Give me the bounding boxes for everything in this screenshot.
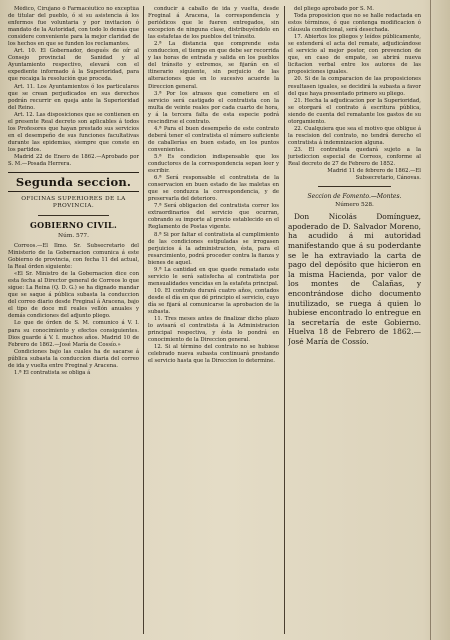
paragraph: Toda proposicion que no se halle redactada en estos términos, ó que contenga modificacion ó cláusula condicional, será desechada.: [288, 13, 421, 34]
paragraph: 8.ª Si por faltar el contratista al cumplimiento de las condiciones estipuladas se irrogasen perjuicios á la administracion, ésta, para el resarcimiento, podrá proceder contra la fianza y bienes de aquel.: [148, 231, 279, 266]
paragraph: 22. Cualquiera que sea el motivo que obligue á la rescision del contrato, no tendrá derecho el contratista á indemnizacion alguna.: [288, 125, 421, 146]
paragraph: 10. El contrato durará cuatro años, contados desde el día en que dé principio el servicio, cuyo día se fijará al comunicarse la aprobacion de la subasta.: [148, 287, 279, 316]
paragraph: 17. Abiertos los pliegos y leídos públicamente, se extenderá el acta del remate, adjudicándose el servicio al mejor postor, con prevencion de que, en caso de empate, se abrirá nueva licitacion verbal entre los autores de las proposiciones iguales.: [288, 34, 421, 76]
government-title: GOBIERNO CIVIL.: [29, 219, 118, 230]
paragraph: «El Sr. Ministro de la Gobernacion dice con esta fecha al Director general de Correos lo que sigue: La Reina (Q. D. G.) se ha dignado mandar que se saque á pública subasta la conduccion del correo diario desde Freginal á Aracena, bajo el tipo de doce mil reales vellón anuales y demás condiciones del adjunto pliego.: [8, 271, 139, 320]
column-3: [288, 6, 421, 634]
paragraph: Médico, Cirujano ó Farmacéutico no exceptúa de titular del pueblo, ó si su asistencia á los enfermos fue voluntaria y por invitacion ó mandato de la Autoridad, con todo lo demás que considere conveniente para la mejor claridad de los hechos en que se funden los reclamantes.: [8, 6, 139, 48]
paragraph: Don Nicolás Domínguez, apoderado de D. Salvador Moreno, ha acudido á mi autoridad manifestando que á su poderdante se le ha extraviado la carta de pago del depósito que hicieron en la misma Hacienda, por valor de los montes de Calañas, y encontrándose dicho documento inutilizado, se ruega á quien lo hubiese encontrado lo entregue en la secretaría de este Gobierno. Huelva 18 de Febrero de 1862.—José María de Cossío.: [288, 212, 421, 346]
paragraph: Condiciones bajo las cuales ha de sacarse á pública subasta la conduccion diaria del correo de ida y vuelta entre Freginal y Aracena.: [8, 348, 139, 369]
paragraph: 9.ª La cantidad en que quede rematado este servicio le será satisfecha al contratista por mensualidades vencidas en la estafeta principal.: [148, 266, 279, 287]
paragraph: 23. El contratista quedará sujeto a la jurisdiccion especial de Correos, conforme al Real decreto de 27 de Febrero de 1852.: [288, 146, 421, 168]
page-edge: [430, 0, 431, 640]
signature-line: Madrid 22 de Enero de 1862.—Aprobado por S. M.—Posada Herrera.: [8, 153, 139, 168]
paragraph: del pliego aprobado por S. M.: [294, 6, 374, 12]
notice-heading: Seccion de Fomento.—Montes.: [307, 193, 402, 201]
paragraph: 5.ª Es condicion indispensable que los conductores de la correspondencia sepan leer y escribir.: [148, 153, 279, 175]
paragraph: Lo que de órden de S. M. comunico á V. I. para su conocimiento y efectos consiguientes. Dios guarde á V. I. muchos años. Madrid 10 de Febrero de 1862.—José María de Cossío.»: [8, 320, 139, 348]
paragraph: 21. Hecha la adjudicacion por la Superioridad, se otorgará el contrato á escritura pública, siendo de cuenta del rematante los gastos de su otorgamiento.: [288, 97, 421, 125]
paragraph: 4.ª Para el buen desempeño de este contrato deberá tener el contratista el número suficiente de caballerías en buen estado, en los puntos convenientes.: [148, 125, 279, 153]
paragraph: 1.ª El contratista se obliga á: [14, 369, 91, 376]
section-subheading: OFICINAS SUPERIORES DE LA PROVINCIA.: [21, 196, 126, 210]
paragraph: 11. Tres meses antes de finalizar dicho plazo lo avisará el contratista á la Administracion principal respectiva, y ésta lo pondrá en conocimiento de la Direccion general.: [148, 316, 279, 344]
paragraph: Art. 11. Los Ayuntamientos ó los particulares que se crean perjudicados en sus derechos podrán recurrir en queja ante la Superioridad del Reino.: [8, 83, 139, 111]
column-2: [148, 6, 279, 634]
paragraph: 12. Si al término del contrato no se hubiese celebrado nueva subasta continuará prestando el servicio hasta que la Direccion lo determine.: [148, 344, 279, 365]
paragraph: 20. Si de la comparacion de las proposiciones resultasen iguales, se decidirá la subasta a favor del que haya presentado primero su pliego.: [288, 76, 421, 97]
column-1: [8, 6, 139, 634]
paragraph: 3.ª Por los atrasos que cometiere en el servicio será castigado el contratista con la multa de veinte reales por cada cuarto de hora, y á la tercera falta de esta especie podrá rescindirse el contrato.: [148, 90, 279, 125]
paragraph: conducir á caballo de ida y vuelta, desde Freginal á Aracena, la correspondencia y periódicos que le fueren entregados, sin excepcion de ninguna clase, distribuyéndolo en las estafetas de los pueblos del tránsito.: [148, 6, 279, 41]
divider: [38, 215, 109, 216]
column-divider: [284, 6, 285, 634]
column-divider: [143, 6, 144, 634]
divider: [318, 186, 391, 187]
notice-number: Núm. 577.: [58, 232, 89, 239]
paragraph: 7.ª Será obligacion del contratista correr los extraordinarios del servicio que ocurran, cobrando su importe al precio establecido en el Reglamento de Postas vigente.: [148, 203, 279, 231]
signature-line: Madrid 11 de febrero de 1862.—El Subsecretario, Cánovas.: [327, 168, 421, 182]
notice-number: Número 528.: [335, 202, 374, 209]
paragraph: Art. 10. El Gobernador, después de oír al Consejo provincial de Sanidad y al Ayuntamiento respectivo, elevará con el expediente informado á la Superioridad, para que recaiga la resolución que proceda.: [8, 48, 139, 83]
paragraph: Correos.—El Ilmo. Sr. Subsecretario del Ministerio de la Gobernacion comunica á este Gobierno de provincia, con fecha 11 del actual, la Real órden siguiente:: [8, 242, 139, 271]
paragraph: 2.ª La distancia que comprende esta conduccion, el tiempo en que debe ser recorrida y las horas de entrada y salida en los pueblos del tránsito y extremos, se fijarán en el itinerario siguiente, sin perjuicio de las alteraciones que en lo sucesivo acuerde la Direccion general.: [148, 41, 279, 90]
paragraph: 6.ª Será responsable el contratista de la conservacion en buen estado de las maletas en que se conduzca la correspondencia, y de preservarla del deterioro.: [148, 175, 279, 203]
paragraph: Art. 12. Las disposiciones que se contienen en el presente Real decreto son aplicables á todos los Profesores que hayan prestado sus servicios en el desempeño de sus funciones facultativas durante las epidemias, siempre que conste en los partidos.: [8, 111, 139, 153]
section-title: Segunda seccion.: [8, 172, 139, 192]
